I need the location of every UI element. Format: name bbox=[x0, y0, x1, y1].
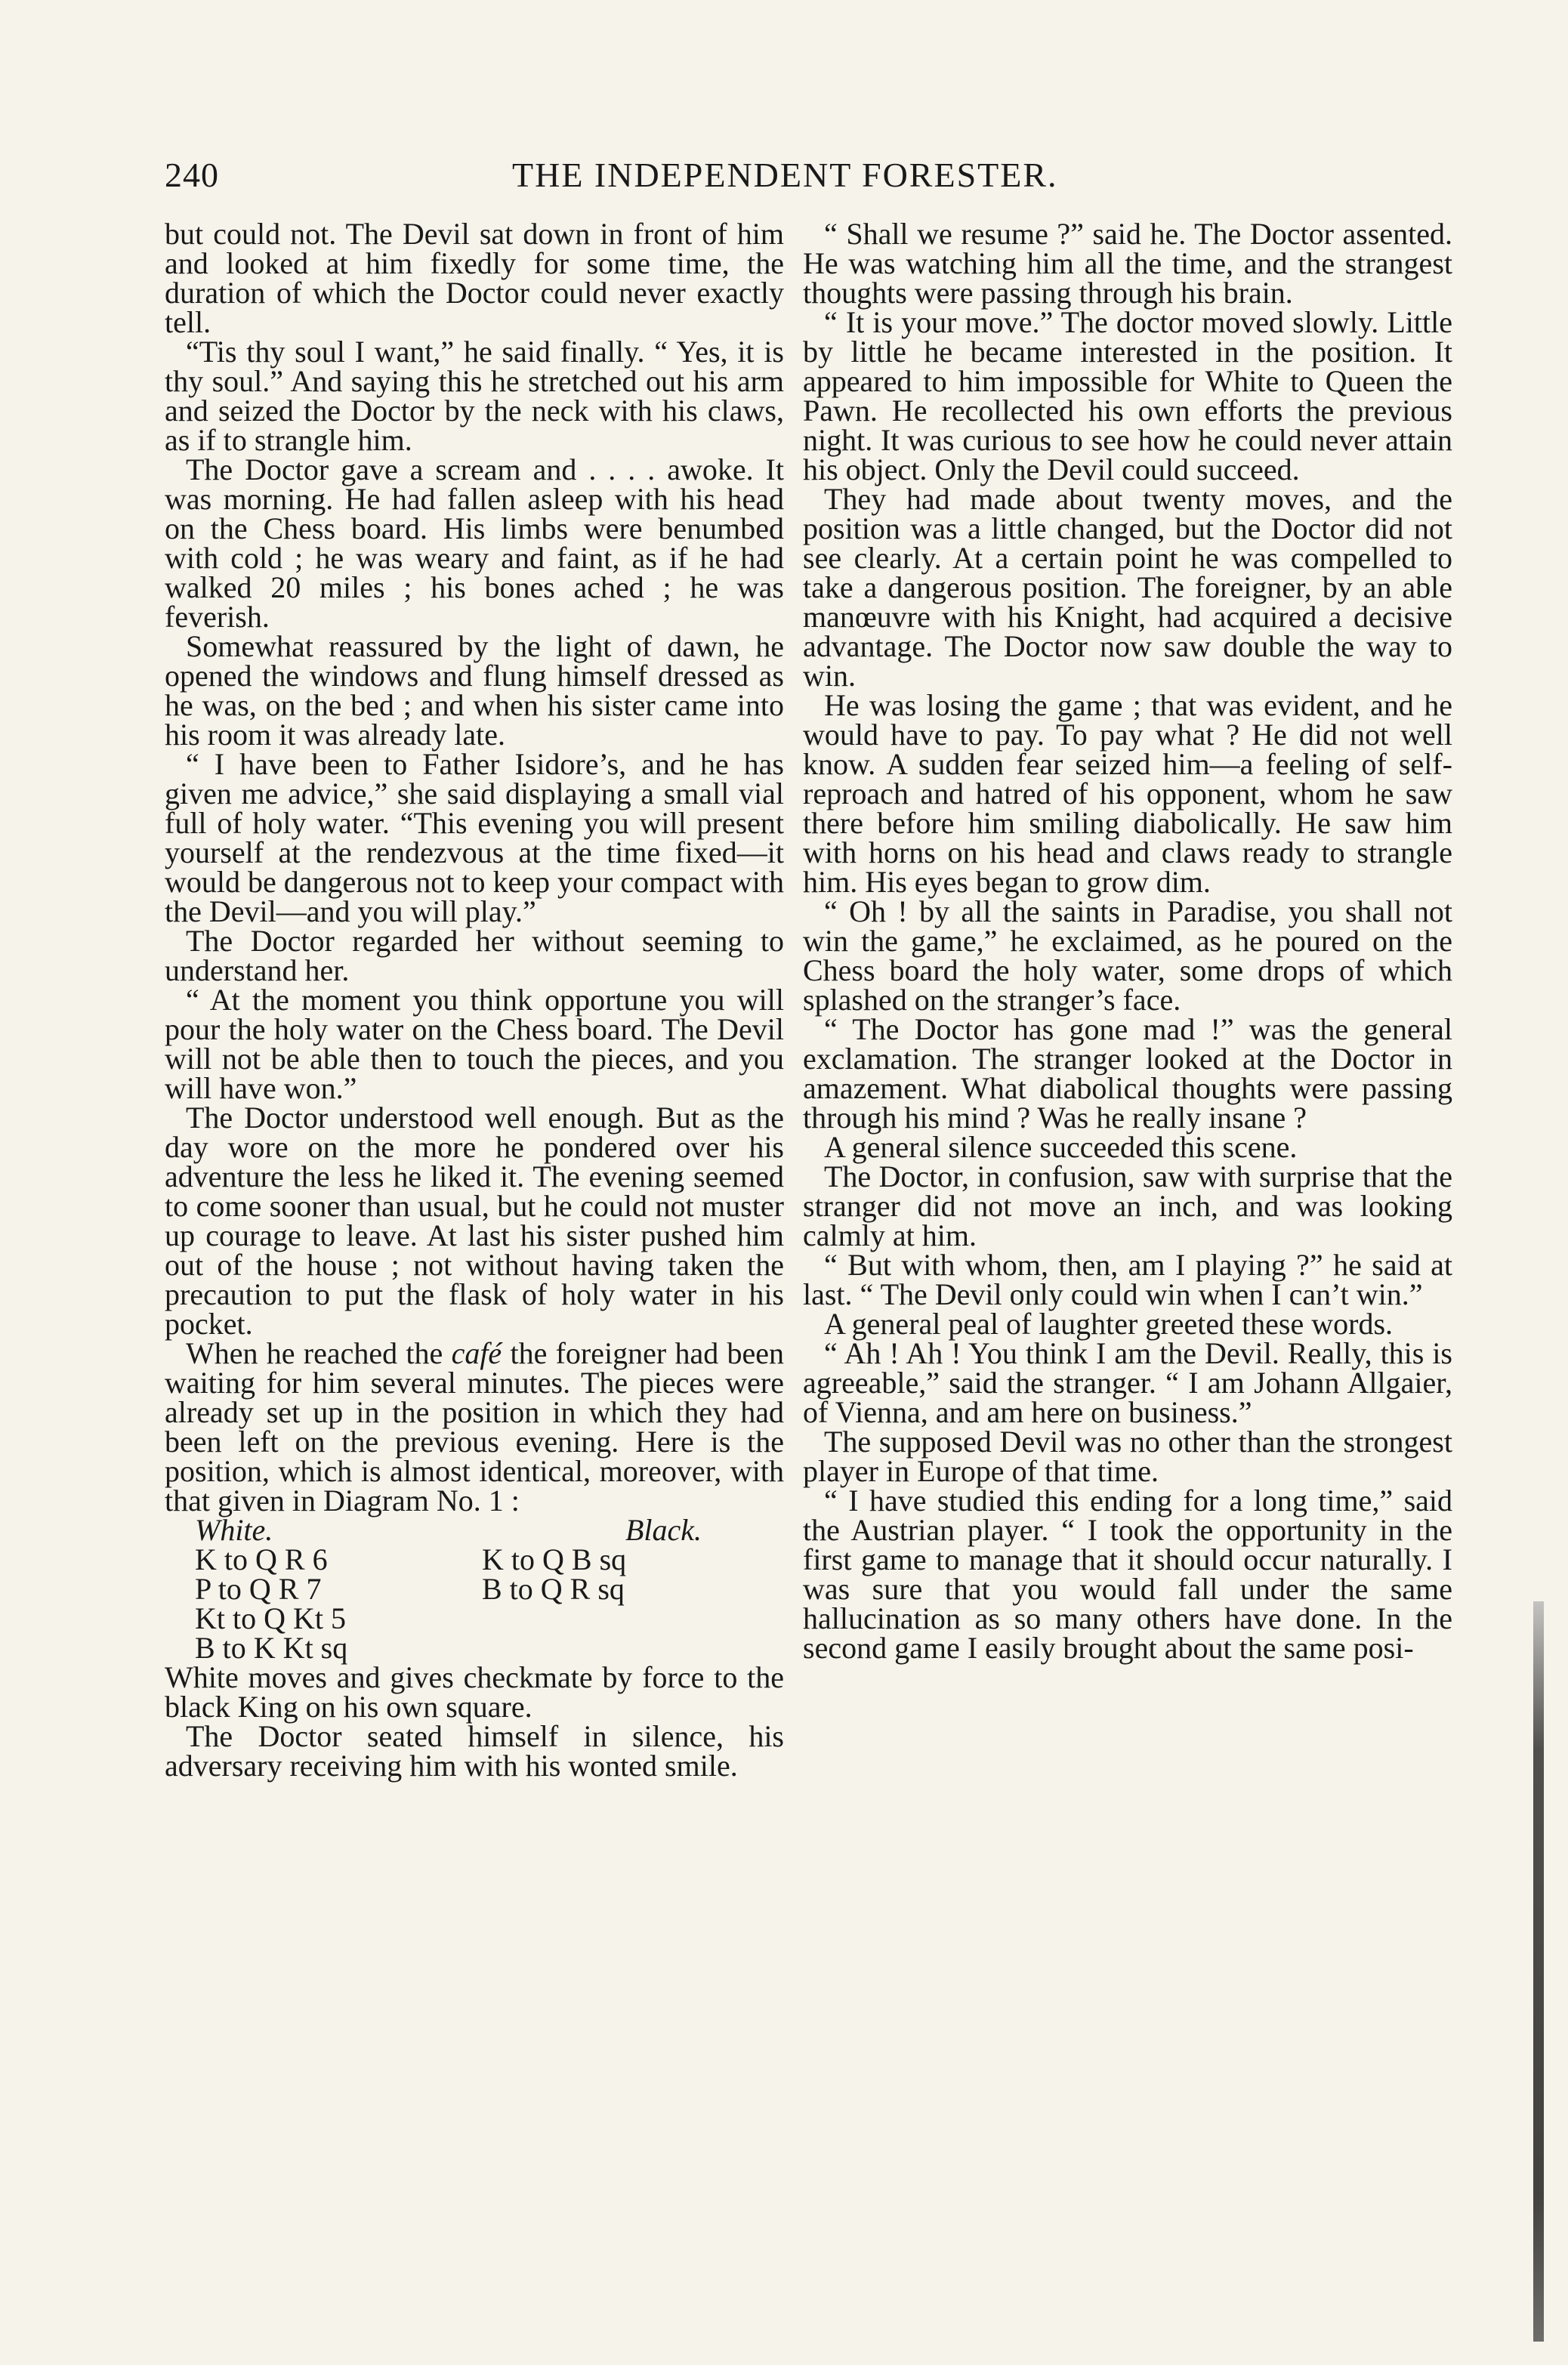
paragraph: White moves and gives checkmate by force to the black King on his own square. bbox=[165, 1660, 784, 1724]
white-move: B to K Kt sq bbox=[195, 1631, 348, 1665]
paragraph: They had made about twenty moves, and the position was a little changed, but the Doctor did not see clearly. At a certain point he was compelled to take a dangerous position. The foreigner, by an able manœuvre with his Knight, had acquired a decisive advantage. The Doctor now saw double the way to win. bbox=[803, 482, 1452, 693]
scan-edge-shadow bbox=[1533, 1601, 1544, 2342]
paragraph: “ The Doctor has gone mad !” was the general exclamation. The stranger looked at the Doctor in amazement. What diabolical thoughts were passing through his mind ? Was he really insane ? bbox=[803, 1012, 1452, 1135]
paragraph: but could not. The Devil sat down in front of him and looked at him fixedly for some time, the duration of which the Doctor could never exactly tell. bbox=[165, 217, 784, 339]
paragraph: “ Ah ! Ah ! You think I am the Devil. Really, this is agreeable,” said the stranger. “ I am Johann Allgaier, of Vienna, and am here on business.” bbox=[803, 1336, 1452, 1429]
paragraph: The Doctor seated himself in silence, his adversary receiving him with his wonted smile. bbox=[165, 1719, 784, 1783]
white-move: Kt to Q Kt 5 bbox=[195, 1601, 346, 1635]
paragraph: The Doctor regarded her without seeming to understand her. bbox=[165, 924, 784, 987]
page-number: 240 bbox=[165, 156, 219, 194]
left-column bbox=[165, 217, 784, 1783]
italic-word: café bbox=[451, 1336, 502, 1370]
paragraph: “Tis thy soul I want,” he said finally. “ Yes, it is thy soul.” And saying this he stretched out his arm and seized the Doctor by the neck with his claws, as if to strangle him. bbox=[165, 335, 784, 457]
chess-position-table bbox=[195, 1515, 784, 1663]
paragraph: The Doctor understood well enough. But as the day wore on the more he pondered over his adventure the less he liked it. The evening seemed to come sooner than usual, but he could not muster up courage to leave. At last his sister pushed him out of the house ; not without having taken the precaution to put the flask of holy water in his pocket. bbox=[165, 1101, 784, 1341]
right-column bbox=[803, 219, 1452, 1663]
paragraph: A general peal of laughter greeted these words. bbox=[824, 1307, 1394, 1341]
paragraph: “ At the moment you think opportune you will pour the holy water on the Chess board. The Devil will not be able then to touch the pieces, and you will have won.” bbox=[165, 983, 784, 1105]
page-header bbox=[165, 155, 1449, 208]
paragraph: He was losing the game ; that was evident, and he would have to pay. To pay what ? He did not well know. A sudden fear seized him—a feeling of self-reproach and hatred of his opponent, whom he saw there before him smiling diabolically. He saw him with horns on his head and claws ready to strangle him. His eyes began to grow dim. bbox=[803, 688, 1452, 899]
black-move: B to Q R sq bbox=[482, 1572, 625, 1606]
paragraph: “ Oh ! by all the saints in Paradise, you shall not win the game,” he exclaimed, as he poured on the Chess board the holy water, some drops of which splashed on the stranger’s face. bbox=[803, 894, 1452, 1017]
paragraph: “ It is your move.” The doctor moved slowly. Little by little he became interested in the position. It appeared to him impossible for White to Queen the Pawn. He recollected his own efforts the previous night. It was curious to see how he could never attain his object. Only the Devil could succeed. bbox=[803, 305, 1452, 486]
black-header: Black. bbox=[625, 1513, 702, 1547]
paragraph: “ Shall we resume ?” said he. The Doctor assented. He was watching him all the time, and the strangest thoughts were passing through his brain. bbox=[803, 217, 1452, 310]
white-move: P to Q R 7 bbox=[195, 1572, 322, 1606]
paragraph: “ I have been to Father Isidore’s, and he has given me advice,” she said displaying a small vial full of holy water. “This evening you will present yourself at the rendezvous at the time fixed—it would be dangerous not to keep your compact with the Devil—and you will play.” bbox=[165, 747, 784, 928]
white-move: K to Q R 6 bbox=[195, 1542, 328, 1576]
white-header: White. bbox=[195, 1513, 273, 1547]
paragraph: Somewhat reassured by the light of dawn, he opened the windows and flung himself dressed as he was, on the bed ; and when his sister came into his room it was already late. bbox=[165, 629, 784, 752]
paragraph: The Doctor gave a scream and . . . . awoke. It was morning. He had fallen asleep with his head on the Chess board. His limbs were benumbed with cold ; he was weary and faint, as if he had walked 20 miles ; his bones ached ; he was feverish. bbox=[165, 452, 784, 634]
paragraph: “ I have studied this ending for a long time,” said the Austrian player. “ I took the opportunity in the first game to manage that it should occur naturally. I was sure that you would fall under the same hallucination as so many others have done. In the second game I easily brought about the same posi- bbox=[803, 1484, 1452, 1665]
black-move bbox=[482, 1604, 769, 1633]
paragraph bbox=[165, 1338, 784, 1515]
paragraph: A general silence succeeded this scene. bbox=[824, 1130, 1298, 1164]
paragraph: The supposed Devil was no other than the strongest player in Europe of that time. bbox=[803, 1425, 1452, 1488]
black-move: K to Q B sq bbox=[482, 1542, 627, 1576]
black-move bbox=[482, 1633, 769, 1663]
paragraph: “ But with whom, then, am I playing ?” he said at last. “ The Devil only could win when I can’t win.” bbox=[803, 1248, 1452, 1311]
text-run: the foreigner had been waiting for him several minutes. The pieces were already set up in the position in which they had been left on the previous evening. Here is the position, which is almost identical, moreover, with that given in Diagram No. 1 : bbox=[165, 1336, 784, 1517]
running-title: THE INDEPENDENT FORESTER. bbox=[512, 156, 1058, 194]
text-run: When he reached the bbox=[186, 1336, 452, 1370]
paragraph: The Doctor, in confusion, saw with surprise that the stranger did not move an inch, and was looking calmly at him. bbox=[803, 1159, 1452, 1252]
